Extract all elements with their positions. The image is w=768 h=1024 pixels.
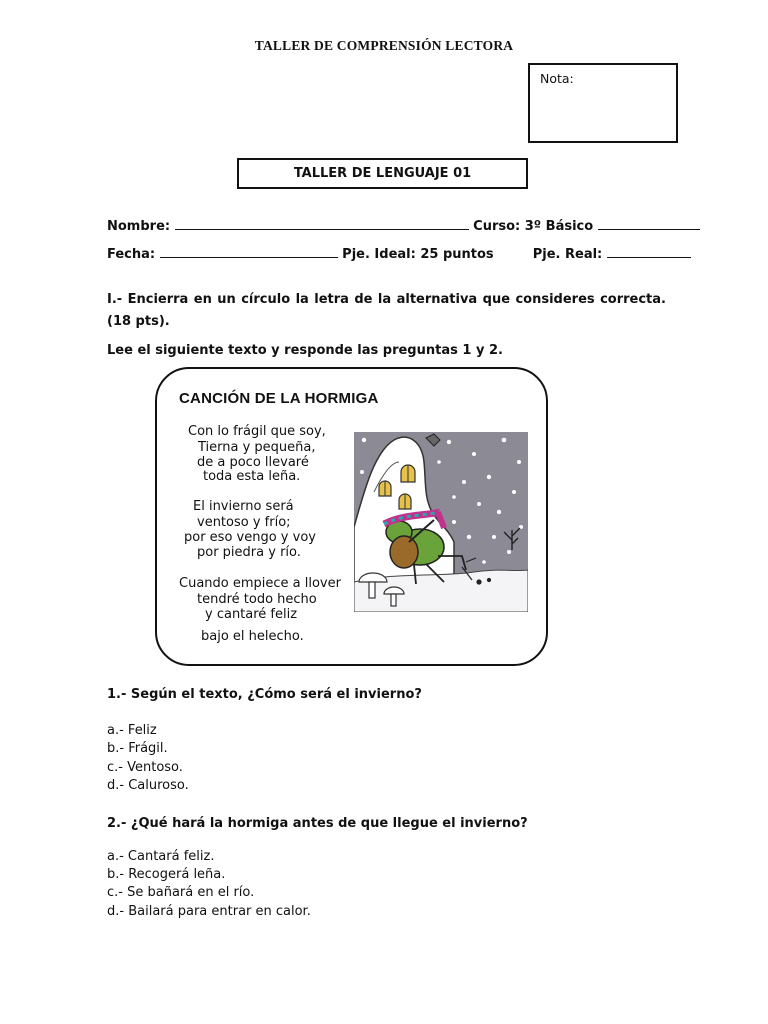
poem-line: bajo el helecho. [201,629,304,644]
poem-title: CANCIÓN DE LA HORMIGA [179,390,379,407]
real-score-label: Pje. Real: [532,247,603,262]
date-field[interactable] [160,245,338,258]
poem-line: El invierno será [193,499,294,514]
grade-label: Nota: [540,71,574,86]
poem-line: Cuando empiece a llover [179,576,341,591]
name-label: Nombre: [107,219,171,234]
window-icon [379,481,391,496]
date-label: Fecha: [107,247,156,262]
q2-option-c[interactable]: c.- Se bañará en el río. [107,885,255,900]
grade-level-label: Curso: 3º Básico [473,219,594,234]
poem-line: Con lo frágil que soy, [188,424,326,439]
q2-option-b[interactable]: b.- Recogerá leña. [107,867,226,882]
question-1: 1.- Según el texto, ¿Cómo será el invierno? [107,687,422,702]
course-field[interactable] [598,217,700,230]
poem-line: tendré todo hecho [197,592,317,607]
name-field[interactable] [175,217,469,230]
grade-box[interactable] [528,63,678,143]
instruction-one: I.- Encierra en un círculo la letra de la alternativa que consideres correcta. (18 pts). [107,292,666,329]
poem-line: de a poco llevaré [197,455,309,470]
poem-line: toda esta leña. [203,469,301,484]
q1-option-d[interactable]: d.- Caluroso. [107,778,189,793]
poem-line: Tierna y pequeña, [198,440,316,455]
question-2: 2.- ¿Qué hará la hormiga antes de que llegue el invierno? [107,816,528,831]
poem-line: ventoso y frío; [197,515,291,530]
worksheet-subtitle: TALLER DE LENGUAJE 01 [237,158,528,189]
q1-option-b[interactable]: b.- Frágil. [107,741,168,756]
window-icon [401,465,415,482]
q1-option-a[interactable]: a.- Feliz [107,723,157,738]
poem-line: por piedra y río. [197,545,301,560]
date-row [107,245,691,262]
ideal-score-label: Pje. Ideal: 25 puntos [342,247,494,262]
poem-line: y cantaré feliz [205,607,298,622]
q1-option-c[interactable]: c.- Ventoso. [107,760,183,775]
name-row [107,217,700,234]
q2-option-a[interactable]: a.- Cantará feliz. [107,849,215,864]
poem-line: por eso vengo y voy [184,530,316,545]
read-prompt: Lee el siguiente texto y responde las preguntas 1 y 2. [107,343,503,358]
window-icon [399,494,411,509]
q2-option-d[interactable]: d.- Bailará para entrar en calor. [107,904,311,919]
real-score-field[interactable] [607,245,691,258]
ant-winter-illustration [354,432,528,612]
document-title: TALLER DE COMPRENSIÓN LECTORA [254,38,514,53]
guitar-icon [390,536,418,568]
